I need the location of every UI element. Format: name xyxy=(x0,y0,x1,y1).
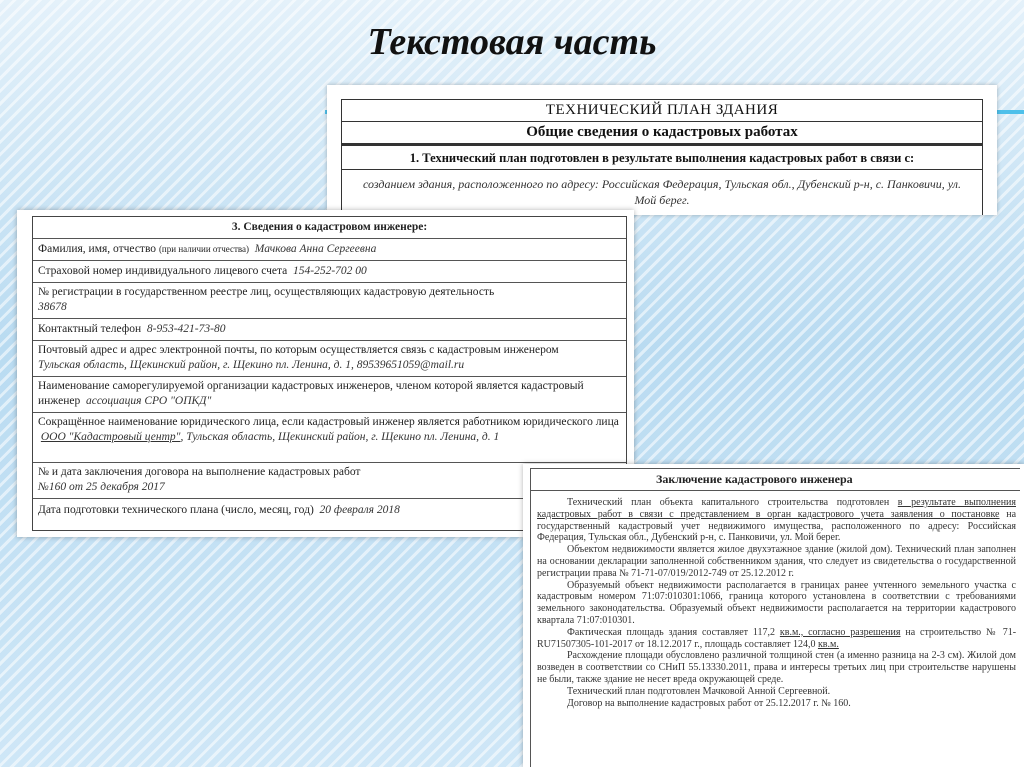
p1-text-c: на государственный кадастровый учет недвижимого имущества, расположенного по адресу: Российская Федерация, Тульская обл., Дубенский р-н, с. Панковичи, ул. Мой берег. xyxy=(537,508,1017,544)
engineer-section-heading: 3. Сведения о кадастровом инженере: xyxy=(33,217,626,239)
conclusion-paragraph-4 xyxy=(537,627,1016,651)
conclusion-frame xyxy=(530,468,1020,767)
plan-header-document xyxy=(327,85,997,215)
address-label: Почтовый адрес и адрес электронной почты, по которым осуществляется связь с кадастровым инженером xyxy=(38,344,559,356)
registration-label: № регистрации в государственном реестре лиц, осуществляющих кадастровую деятельность xyxy=(38,286,495,298)
snils-value: 154-252-702 00 xyxy=(293,265,367,277)
registration-value: 38678 xyxy=(38,301,67,313)
engineer-organization-row xyxy=(33,413,626,463)
organization-address: , Тульская область, Щекинский район, г. Щекино пл. Ленина, д. 1 xyxy=(180,431,500,443)
conclusion-document xyxy=(523,464,1024,767)
slide-title: Текстовая часть xyxy=(367,21,657,63)
p4-text-a: Фактическая площадь здания составляет 117,2 xyxy=(567,626,775,638)
phone-label: Контактный телефон xyxy=(38,323,142,335)
fio-note: (при наличии отчества) xyxy=(158,244,250,254)
p4-text-d: кв.м. xyxy=(817,638,839,650)
conclusion-paragraph-2: Объектом недвижимости является жилое двухэтажное здание (жилой дом). Технический план заполнен на основании декларации заполненной собственником здания, что следует из свидетельства о государственной регистрации права № 71-71-07/019/2012-749 от 25.12.2012 г. xyxy=(537,544,1016,579)
contract-value: №160 от 25 декабря 2017 xyxy=(38,481,165,493)
fio-label: Фамилия, имя, отчество xyxy=(38,243,157,255)
plan-header-table xyxy=(341,99,983,215)
conclusion-paragraph-3: Образуемый объект недвижимости располагается в границах ранее учтенного земельного участка с кадастровым номером 71:07:010301:1066, граница которого установлена в соответствии с требованиями земельного законодательства. Образуемый объект недвижимости располагается на территории кадастрового квартала 71:07:010301. xyxy=(537,579,1016,626)
date-label: Дата подготовки технического плана (число, месяц, год) xyxy=(38,504,314,516)
sro-label: Наименование саморегулируемой организации кадастровых инженеров, членом которой является кадастровый инженер xyxy=(38,380,584,407)
section1-heading: 1. Технический план подготовлен в результате выполнения кадастровых работ в связи с: xyxy=(342,144,982,170)
p1-text-b: в результате выполнения кадастровых работ в связи с представлением в орган кадастрового учета заявления о постановке xyxy=(537,497,1016,520)
conclusion-body xyxy=(531,491,1020,709)
engineer-address-row xyxy=(33,341,626,377)
conclusion-paragraph-6: Технический план подготовлен Мачковой Анной Сергеевной. xyxy=(567,685,831,697)
date-value: 20 февраля 2018 xyxy=(319,504,400,516)
conclusion-paragraph-1 xyxy=(537,497,1016,544)
engineer-phone-row xyxy=(33,319,626,341)
engineer-snils-row xyxy=(33,261,626,283)
plan-title: ТЕХНИЧЕСКИЙ ПЛАН ЗДАНИЯ xyxy=(342,100,982,122)
address-value: Тульская область, Щекинский район, г. Щекино пл. Ленина, д. 1, 89539651059@mail.ru xyxy=(38,359,465,371)
conclusion-paragraph-7: Договор на выполнение кадастровых работ от 25.12.2017 г. № 160. xyxy=(567,697,851,709)
engineer-fio-row xyxy=(33,239,626,261)
p4-text-b: кв.м., согласно разрешения xyxy=(779,626,901,638)
contract-label: № и дата заключения договора на выполнение кадастровых работ xyxy=(38,466,361,478)
organization-label: Сокращённое наименование юридического лица, если кадастровый инженер является работником юридического лица xyxy=(38,416,619,428)
organization-name: ООО "Кадастровый центр" xyxy=(40,431,181,443)
fio-value: Мачкова Анна Сергеевна xyxy=(254,243,377,255)
p1-text-a: Технический план объекта капитального строительства подготовлен xyxy=(567,497,890,508)
plan-subtitle: Общие сведения о кадастровых работах xyxy=(342,122,982,144)
conclusion-paragraph-5: Расхождение площади обусловлено различной толщиной стен (а именно разница на 2-3 см). Жилой дом возведен в соответствии со СНиП 55.13330.2011, права и интересы третьих лиц при строительстве нарушены не были, также здание не несет вреда окружающей среде. xyxy=(537,650,1016,685)
phone-value: 8-953-421-73-80 xyxy=(146,323,226,335)
engineer-sro-row xyxy=(33,377,626,413)
section1-value: созданием здания, расположенного по адресу: Российская Федерация, Тульская обл., Дубенский р-н, с. Панковичи, ул. Мой берег. xyxy=(362,177,961,207)
p4-text-c: на строительство № 71-RU71507305-101-2017 от 18.12.2017 г., площадь составляет 124,0 xyxy=(537,626,1017,650)
snils-label: Страховой номер индивидуального лицевого счета xyxy=(38,265,288,277)
sro-value: ассоциация СРО "ОПКД" xyxy=(85,395,212,407)
engineer-registration-row xyxy=(33,283,626,319)
conclusion-heading: Заключение кадастрового инженера xyxy=(531,469,1020,491)
